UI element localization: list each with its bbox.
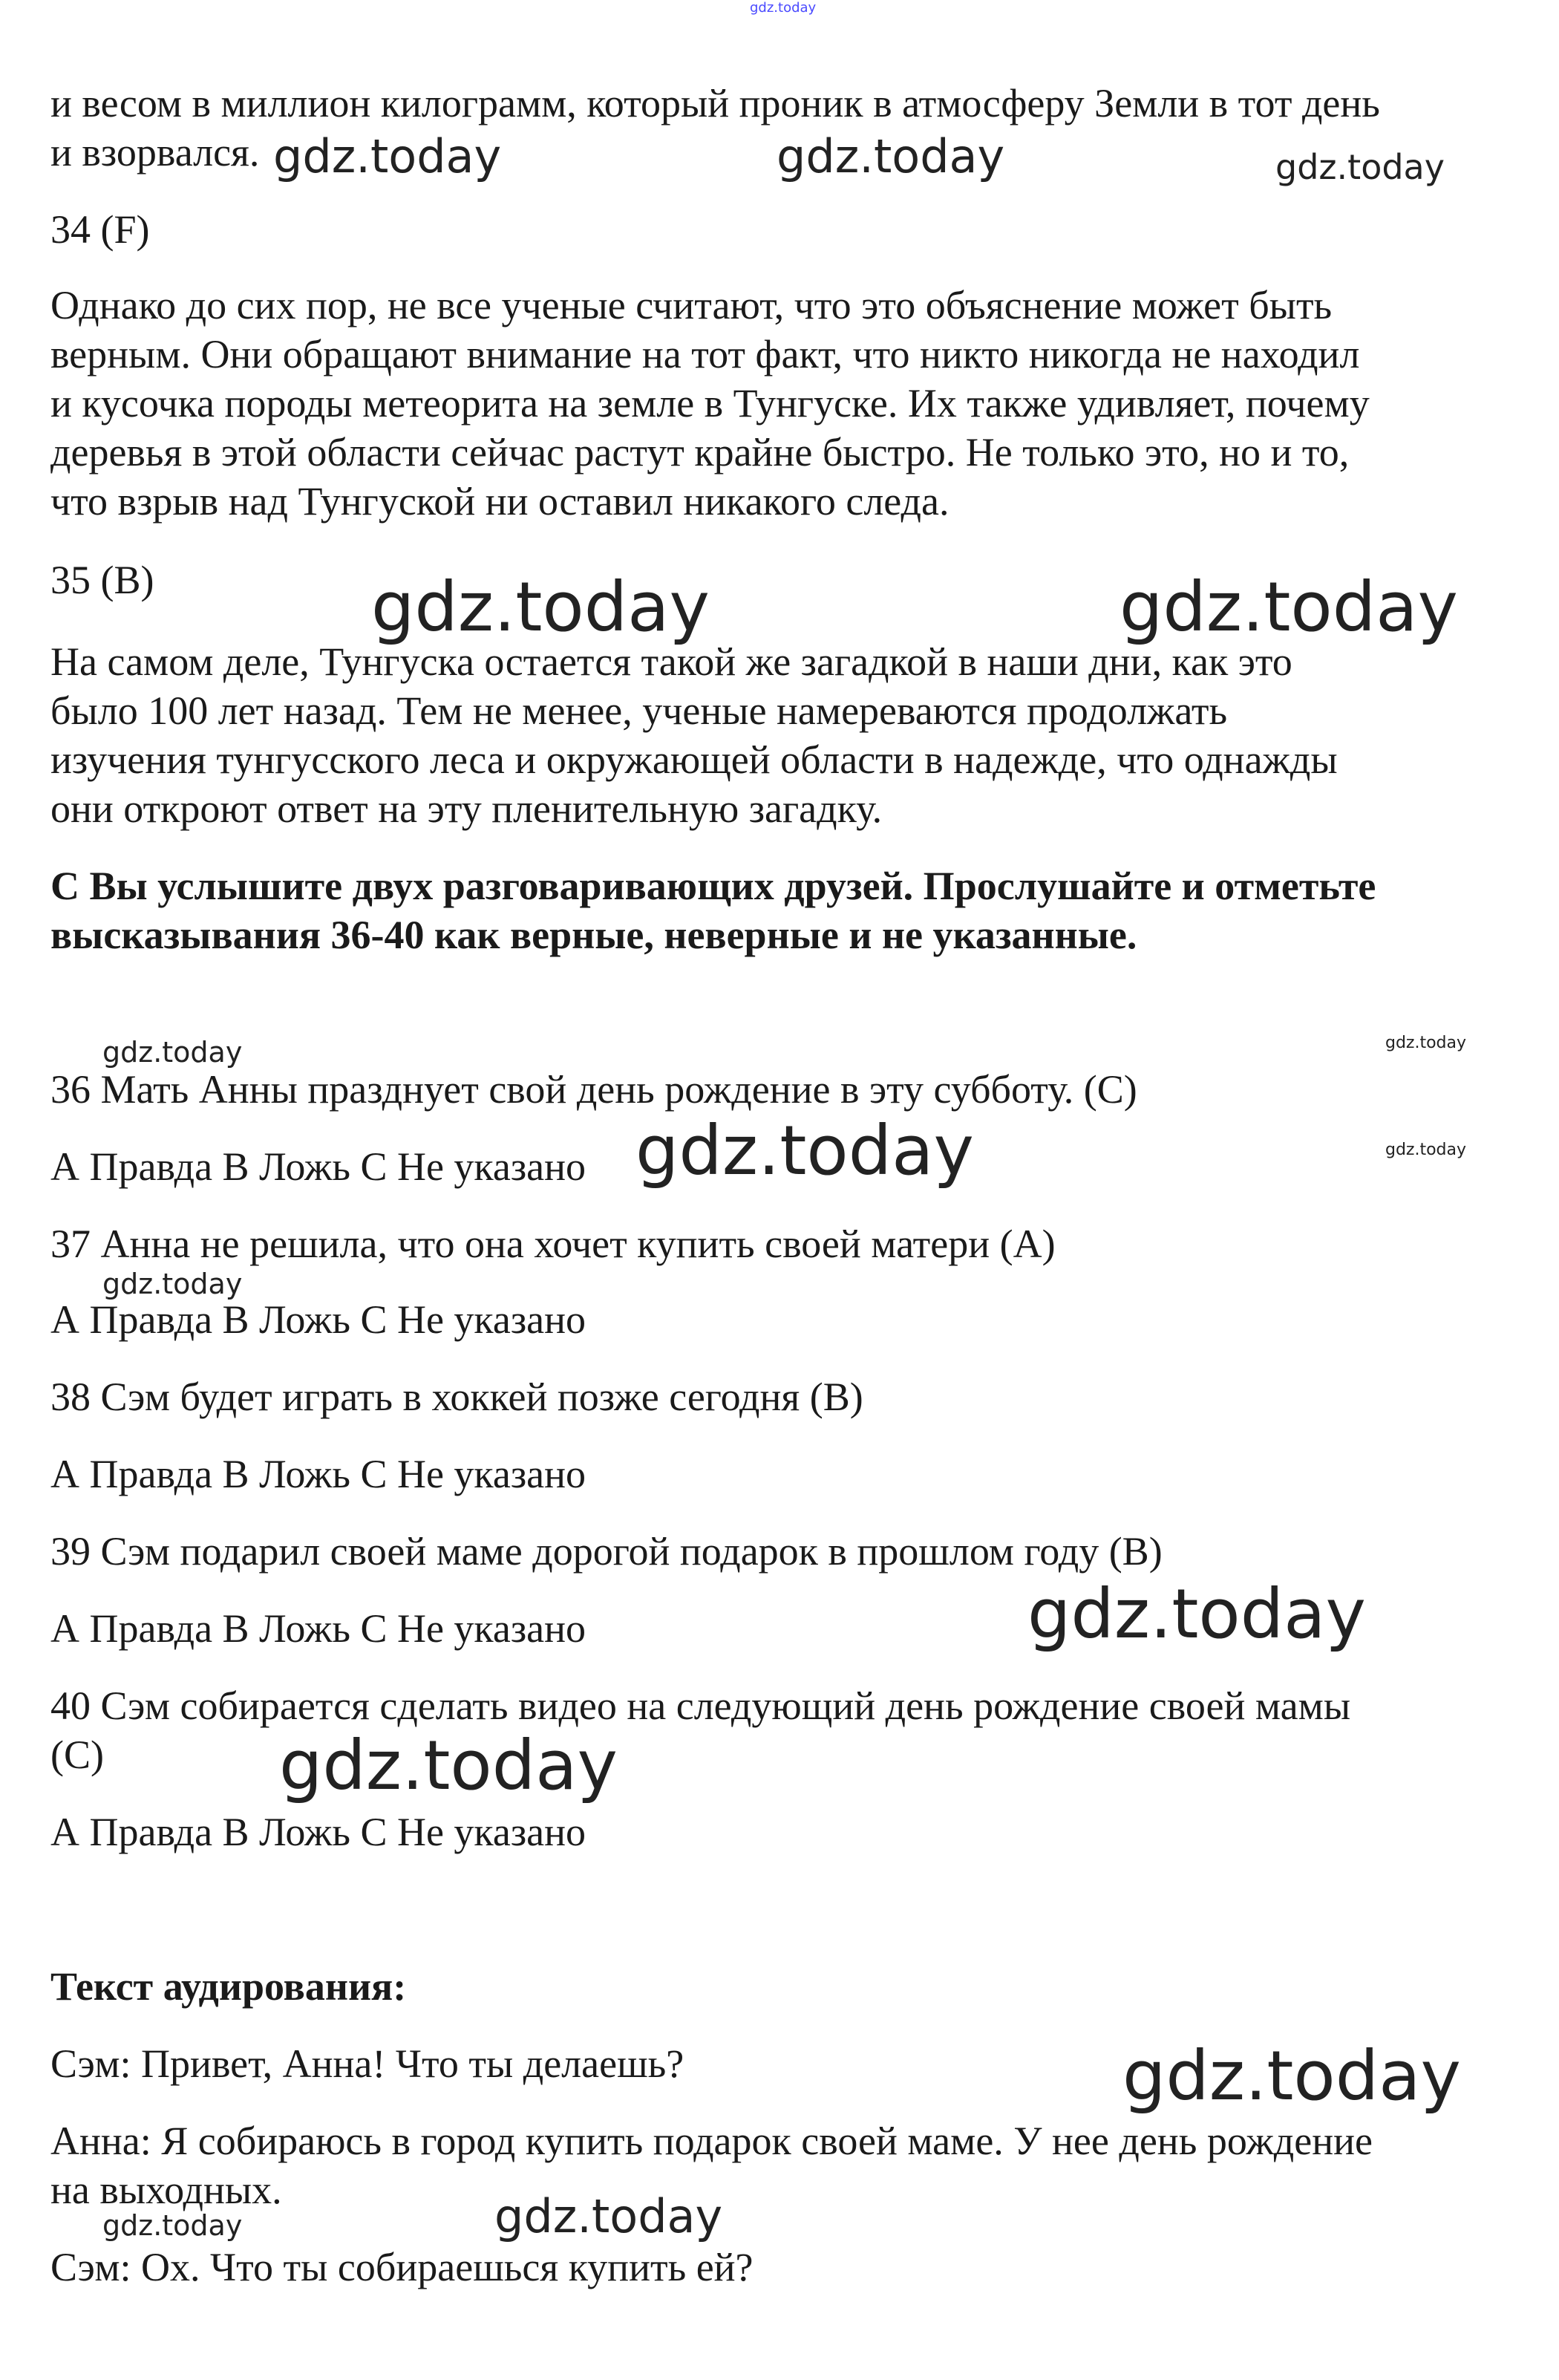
options-40: А Правда В Ложь С Не указано [50, 1810, 586, 1854]
question-36: 36 Мать Анны празднует свой день рождение в эту субботу. (С) [50, 1067, 1137, 1112]
options-38: А Правда В Ложь С Не указано [50, 1452, 586, 1496]
dialogue-line-4: Сэм: Ох. Что ты собираешься купить ей? [50, 2245, 754, 2289]
intro-line-1: и весом в миллион килограмм, который проник в атмосферу Земли в тот день [50, 81, 1380, 125]
watermark: gdz.today [494, 2189, 723, 2243]
para35-line-1: На самом деле, Тунгуска остается такой же загадкой в наши дни, как это [50, 639, 1292, 684]
question-37: 37 Анна не решила, что она хочет купить своей матери (А) [50, 1222, 1056, 1266]
para35-line-4: они откроют ответ на эту пленительную загадку. [50, 786, 883, 831]
intro-line-2: и взорвался. [50, 130, 260, 175]
para34-line-1: Однако до сих пор, не все ученые считают, что это объяснение может быть [50, 283, 1333, 327]
para35-line-2: было 100 лет назад. Тем не менее, ученые намереваются продолжать [50, 688, 1228, 733]
para34-line-5: что взрыв над Тунгуской ни оставил никакого следа. [50, 479, 950, 524]
answer-35: 35 (B) [50, 558, 154, 602]
question-40: 40 Сэм собирается сделать видео на следующий день рождение своей мамы [50, 1683, 1351, 1728]
watermark: gdz.today [1027, 1574, 1366, 1654]
watermark: gdz.today [273, 129, 502, 183]
answer-34: 34 (F) [50, 207, 150, 252]
watermark: gdz.today [1122, 2036, 1461, 2116]
options-36: А Правда В Ложь С Не указано [50, 1144, 586, 1189]
watermark: gdz.today [1275, 147, 1445, 187]
section-c-line-2: высказывания 36-40 как верные, неверные и не указанные. [50, 913, 1137, 957]
para35-line-3: изучения тунгусского леса и окружающей области в надежде, что однажды [50, 737, 1338, 782]
para34-line-3: и кусочка породы метеорита на земле в Тунгуске. Их также удивляет, почему [50, 381, 1370, 426]
para34-line-2: верным. Они обращают внимание на тот факт, что никто никогда не находил [50, 332, 1360, 376]
dialogue-line-1: Сэм: Привет, Анна! Что ты делаешь? [50, 2041, 684, 2086]
para34-line-4: деревья в этой области сейчас растут крайне быстро. Не только это, но и то, [50, 430, 1350, 475]
watermark: gdz.today [635, 1111, 974, 1190]
watermark: gdz.today [1385, 1141, 1467, 1159]
dialogue-line-2: Анна: Я собираюсь в город купить подарок своей маме. У нее день рождение [50, 2119, 1373, 2163]
watermark: gdz.today [102, 1036, 243, 1069]
watermark: gdz.today [777, 129, 1005, 183]
section-c-line-1: С Вы услышите двух разговаривающих друзей. Прослушайте и отметьте [50, 864, 1376, 908]
options-37: А Правда В Ложь С Не указано [50, 1297, 586, 1342]
watermark: gdz.today [371, 567, 710, 647]
watermark: gdz.today [1385, 1034, 1467, 1052]
question-38: 38 Сэм будет играть в хоккей позже сегодня (В) [50, 1375, 863, 1419]
question-40-continuation: (С) [50, 1732, 104, 1777]
watermark-top: gdz.today [750, 0, 817, 16]
dialogue-line-3: на выходных. [50, 2168, 282, 2212]
question-39: 39 Сэм подарил своей маме дорогой подарок в прошлом году (В) [50, 1529, 1163, 1574]
watermark: gdz.today [102, 2209, 243, 2242]
watermark: gdz.today [102, 1268, 243, 1300]
watermark: gdz.today [1120, 567, 1458, 647]
watermark: gdz.today [279, 1726, 618, 1805]
listening-title: Текст аудирования: [50, 1964, 407, 2009]
options-39: А Правда В Ложь С Не указано [50, 1606, 586, 1651]
